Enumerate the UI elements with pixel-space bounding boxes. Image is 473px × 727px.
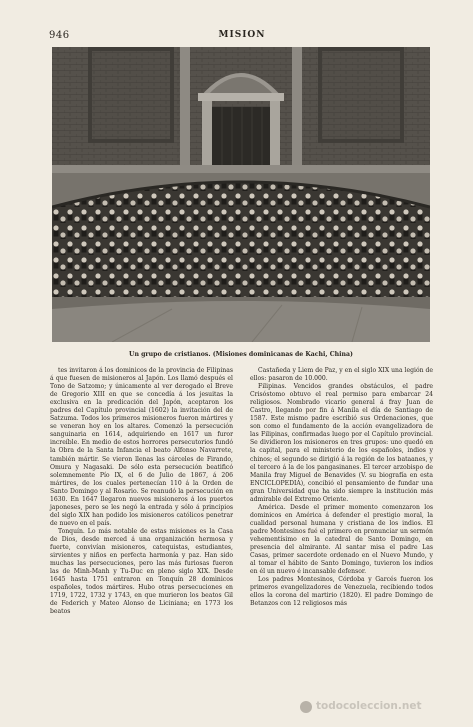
group-photograph-illustration bbox=[52, 47, 430, 342]
paragraph-tonkin: Tonquín. Lo más notable de estas misiones es la Casa de Dios, desde merced á una organización hermosa y fuerte, convivían misioneros, catequistas, estudiantes, sirvientes y niños en perfecta harmonía y paz. Han sido muchas las persecuciones, pero las más furiosas fueron las de Minh-Manh y Tu-Duc en pleno siglo XIX. Desde 1645 hasta 1751 entraron en Tonquín 28 dominicos españoles, todos mártires. Hubo otras persecuciones en 1719, 1722, 1732 y 1743, en que murieron los beatos Gil de Federich y Mateo Alonso de Liciniana; en 1773 los beatos bbox=[50, 527, 233, 616]
watermark-logo-icon bbox=[300, 701, 312, 713]
paragraph-venezuela: Los padres Montesinos, Córdoba y Garcés fueron los primeros evangelizadores de Venezuela, recibiendo todos ellos la corona del martirio (1820). El padre Domingo de Betanzos con 12 religiosos más bbox=[250, 576, 433, 608]
page-header bbox=[49, 30, 435, 42]
text-column-left bbox=[50, 367, 233, 616]
paragraph-japan: tes invitaron á los dominicos de la provincia de Filipinas á que fuesen de misioneros al Japón. Los llamó después el Tono de Satzomo; y únicamente al ver derogado el Breve de Gregorio XIII en que se concedía á los jesuitas la exclusiva en la predicación del Japón, aceptaron los padres del Capítulo provincial (1602) la invitación del de Satzuma. Todos los primeros misioneros fueron mártires y se veneran hoy en los altares. Comenzó la persecución sanguinaria en 1614, adquiriendo en 1617 un furor increíble. En medio de estos horrores persecutorios fundó la Obra de la Santa Infancia el beato Alfonso Navarrete, también mártir. Se vieron llenas las cárceles de Firando, Omura y Nagasaki. De sólo esta persecución beatificó solemnemente Pío IX, el 6 de Julio de 1867, á 206 mártires, de los cuales pertenecían 110 á la Orden de Santo Domingo y al Rosario. Se reanudó la persecución en 1630. En 1647 llegaron nuevos misioneros á los puertos japoneses, pero se les negó la entrada y sólo á principios del siglo XIX han podido los misioneros católicos penetrar de nuevo en el país. bbox=[50, 367, 233, 527]
paragraph-philippines: Filipinas. Vencidos grandes obstáculos, el padre Crisóstomo obtuvo el real permiso para embarcar 24 religiosos. Nombrado vicario general á fray Juan de Castro, llegando por fin á Manila el día de Santiago de 1587. Este mismo padre escribió sus Ordenaciones, que son como el fundamento de la acción evangelizadora de las Filipinas, confirmadas luego por el Capítulo provincial. Se dividieron los misioneros en tres grupos: uno quedó en la capital, para el ministerio de los españoles, indios y chinos; el segundo se dirigió á la región de los bataanes, y el tercero á la de los pangasinanes. El tercer arzobispo de Manila fray Miguel de Benavides (V. su biografía en esta ENCICLOPEDIA), concibió el pensamiento de fundar una gran Universidad que ha sido siempre la institución más admirable del Extremo Oriente. bbox=[250, 383, 433, 503]
running-head: MISION bbox=[218, 30, 266, 40]
paragraph-america: América. Desde el primer momento comenzaron los dominicos en América á defender el prestigio moral, la cualidad personal humana y cristiana de los indios. El padre Montesinos fué el primero en pronunciar un sermón vehementísimo en la catedral de Santo Domingo, en presencia del almirante. Al santar misa el padre Las Casas, primer sacerdote ordenado en el Nuevo Mundo, y al tomar el hábito de Santo Domingo, tuvieron los indios en él un nuevo é incansable defensor. bbox=[250, 503, 433, 576]
photo-caption: Un grupo de cristianos. (Misiones dominicanas de Kachi, China) bbox=[129, 351, 353, 358]
watermark-text: todocoleccion.net bbox=[316, 700, 422, 712]
group-photograph bbox=[52, 47, 430, 342]
text-column-right bbox=[250, 367, 433, 608]
paragraph-tonkin-continued: Castañeda y Liem de Paz, y en el siglo XIX una legión de ellos: pasaron de 10.000. bbox=[250, 367, 433, 383]
watermark bbox=[300, 700, 466, 714]
page-number: 946 bbox=[49, 30, 70, 41]
